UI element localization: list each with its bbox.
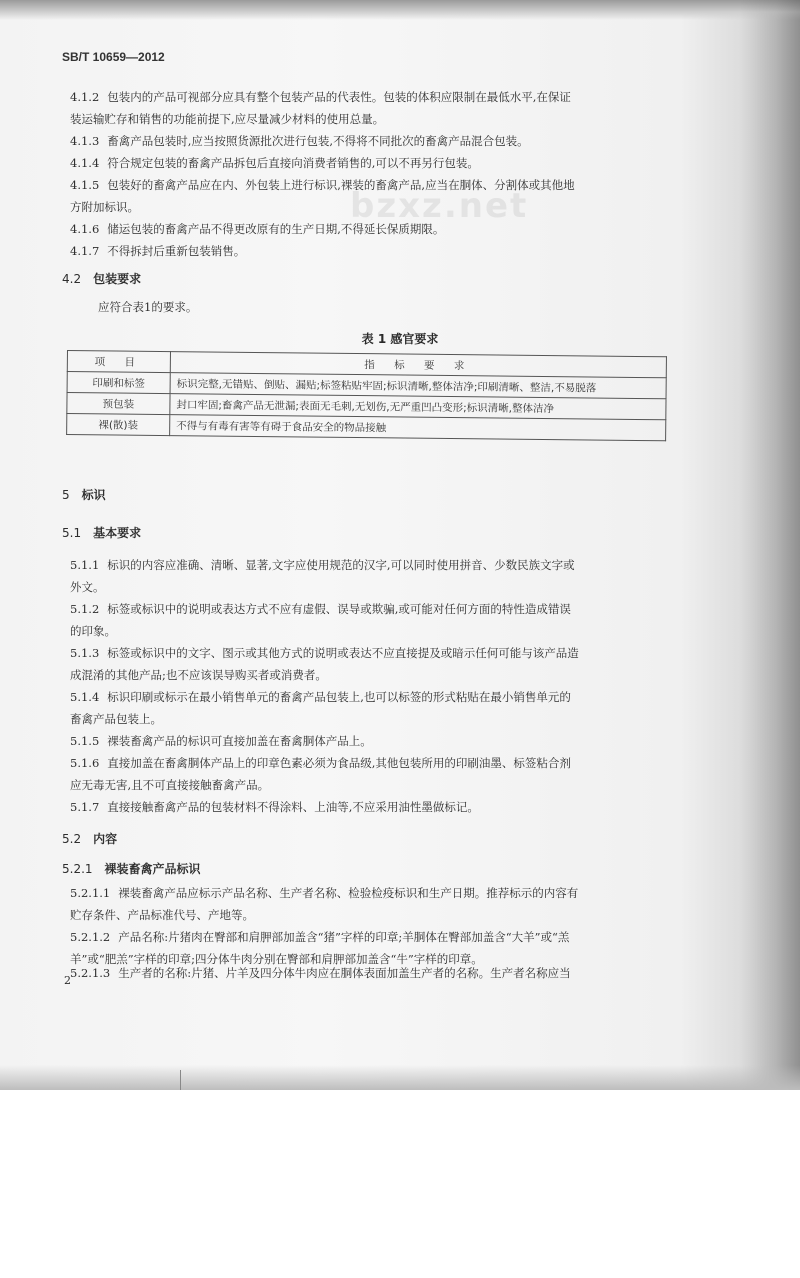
section-5-heading: 5 标识 xyxy=(62,488,106,502)
section-4-2-heading: 4.2 包装要求 xyxy=(62,272,142,286)
section-5-1-heading: 5.1 基本要求 xyxy=(62,526,142,540)
standard-code: SB/T 10659—2012 xyxy=(62,50,165,64)
clause-5-2-1-3: 5.2.1.3 生产者的名称:片猪、片羊及四分体牛肉应在胴体表面加盖生产者的名称。生产者名称应当 xyxy=(70,966,571,980)
clause-5-2-1-2: 5.2.1.2 产品名称:片猪肉在臀部和肩胛部加盖含“猪”字样的印章;羊胴体在臀部加盖含“大羊”或“羔 羊”或“肥羔”字样的印章;四分体牛肉分别在臀部和肩胛部加盖含“牛”字样的印章。 xyxy=(70,930,570,966)
sensory-requirements-table xyxy=(66,350,667,441)
clause-5-1-5: 5.1.5 裸装畜禽产品的标识可直接加盖在畜禽胴体产品上。 xyxy=(70,734,372,748)
clause-4-1-6: 4.1.6 储运包装的畜禽产品不得更改原有的生产日期,不得延长保质期限。 xyxy=(70,222,445,236)
clause-5-1-7: 5.1.7 直接接触畜禽产品的包装材料不得涂料、上油等,不应采用油性墨做标记。 xyxy=(70,800,479,814)
table-caption: 表 1 感官要求 xyxy=(361,332,439,346)
table-cell-requirement: 封口牢固;畜禽产品无泄漏;表面无毛刺,无划伤,无严重凹凸变形;标识清晰,整体洁净 xyxy=(170,394,666,420)
column-header-requirement: 指 标 要 求 xyxy=(170,352,666,378)
clause-5-2-1-1: 5.2.1.1 裸装畜禽产品应标示产品名称、生产者名称、检验检疫标识和生产日期。推荐标示的内容有 贮存条件、产品标准代号、产地等。 xyxy=(70,886,579,922)
section-5-2-1-heading: 5.2.1 裸装畜禽产品标识 xyxy=(62,862,201,876)
table-cell-item: 裸(散)装 xyxy=(67,414,170,436)
scan-right-shadow xyxy=(740,0,800,1090)
clause-4-1-4: 4.1.4 符合规定包装的畜禽产品拆包后直接向消费者销售的,可以不再另行包装。 xyxy=(70,156,479,170)
clause-4-1-2: 4.1.2 包装内的产品可视部分应具有整个包装产品的代表性。包装的体积应限制在最低水平,在保证 装运输贮存和销售的功能前提下,应尽量减少材料的使用总量。 xyxy=(70,90,571,126)
table-cell-item: 印刷和标签 xyxy=(67,372,170,394)
table-cell-requirement: 不得与有毒有害等有碍于食品安全的物品接触 xyxy=(170,415,666,441)
scan-fold-line xyxy=(180,1070,181,1090)
section-5-2-heading: 5.2 内容 xyxy=(62,832,118,846)
clause-4-1-5: 4.1.5 包装好的畜禽产品应在内、外包装上进行标识,裸装的畜禽产品,应当在胴体、分割体或其他地 方附加标识。 xyxy=(70,178,575,214)
clause-5-1-6: 5.1.6 直接加盖在畜禽胴体产品上的印章色素必须为食品级,其他包装所用的印刷油墨、标签粘合剂 应无毒无害,且不可直接接触畜禽产品。 xyxy=(70,756,571,792)
watermark: bzxz.net xyxy=(350,186,529,226)
clause-5-1-3: 5.1.3 标签或标识中的文字、图示或其他方式的说明或表达不应直接提及或暗示任何可能与该产品造 成混淆的其他产品;也不应该误导购买者或消费者。 xyxy=(70,646,579,682)
clause-5-1-2: 5.1.2 标签或标识中的说明或表达方式不应有虚假、误导或欺骗,或可能对任何方面的特性造成错误 的印象。 xyxy=(70,602,571,638)
scan-top-shadow xyxy=(0,0,800,20)
page-number: 2 xyxy=(64,974,71,987)
clause-4-1-3: 4.1.3 畜禽产品包装时,应当按照货源批次进行包装,不得将不同批次的畜禽产品混合包装。 xyxy=(70,134,529,148)
clause-5-1-4: 5.1.4 标识印刷或标示在最小销售单元的畜禽产品包装上,也可以标签的形式粘贴在最小销售单元的 畜禽产品包装上。 xyxy=(70,690,571,726)
table-cell-requirement: 标识完整,无错贴、倒贴、漏贴;标签粘贴牢固;标识清晰,整体洁净;印刷清晰、整洁,不易脱落 xyxy=(170,373,666,399)
column-header-item: 项 目 xyxy=(67,351,170,373)
section-4-2-body: 应符合表1的要求。 xyxy=(98,300,198,314)
clause-4-1-7: 4.1.7 不得拆封后重新包装销售。 xyxy=(70,244,246,258)
clause-5-1-1: 5.1.1 标识的内容应准确、清晰、显著,文字应使用规范的汉字,可以同时使用拼音、少数民族文字或 外文。 xyxy=(70,558,575,594)
scan-bottom-shadow xyxy=(0,1065,800,1090)
table-cell-item: 预包装 xyxy=(67,393,170,415)
